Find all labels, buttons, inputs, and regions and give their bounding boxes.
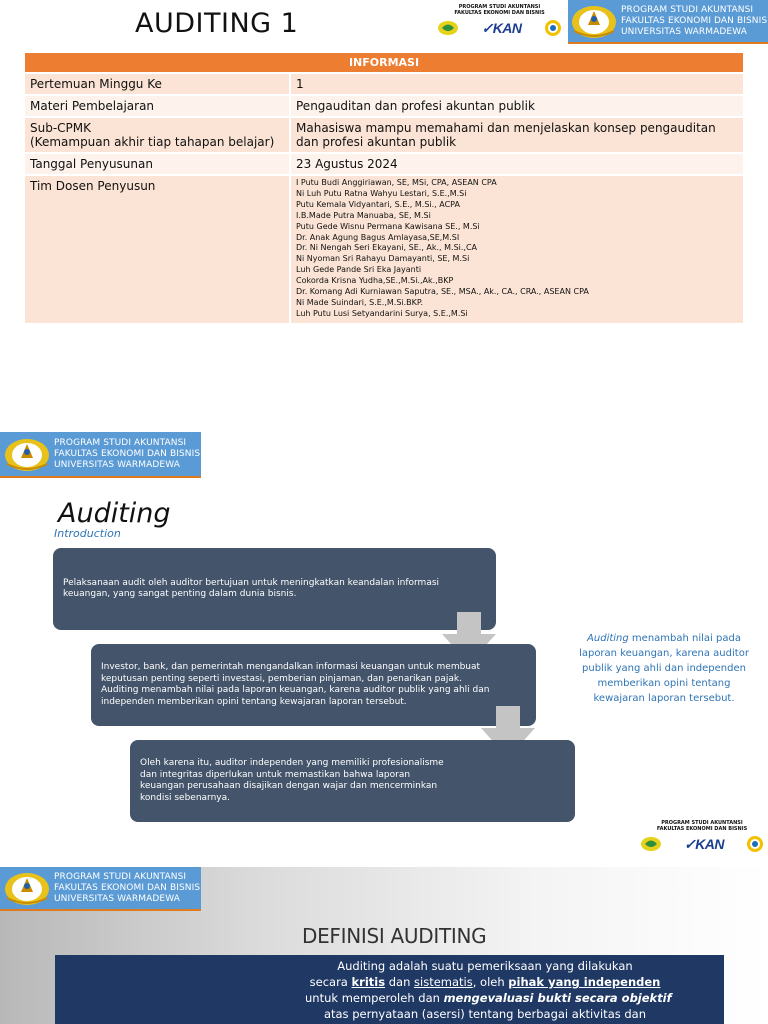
- dosen-name: Luh Putu Lusi Setyandarini Surya, S.E.,M.Si: [296, 308, 468, 318]
- accreditation-seal-icon: [544, 19, 562, 37]
- slide-introduction: [0, 432, 768, 868]
- side-note: [574, 631, 754, 706]
- badge-line-2: FAKULTAS EKONOMI DAN BISNIS: [54, 882, 201, 893]
- flow-step-1: [53, 548, 496, 630]
- definition-box: [55, 955, 724, 1024]
- def-line: Auditing adalah suatu pemeriksaan yang dilakukan: [337, 959, 633, 973]
- badge-line-1: PROGRAM STUDI AKUNTANSI: [621, 4, 754, 15]
- slide-subtitle: Introduction: [54, 527, 121, 540]
- row-label-main: Sub-CPMK: [30, 121, 92, 135]
- badge-line-2: FAKULTAS EKONOMI DAN BISNIS: [621, 15, 768, 26]
- definition-text: [305, 958, 672, 1022]
- badge-line-3: UNIVERSITAS WARMADEWA: [54, 893, 180, 904]
- accred-line-2: FAKULTAS EKONOMI DAN BISNIS: [656, 826, 748, 832]
- row-label-sub: (Kemampuan akhir tiap tahapan belajar): [30, 135, 275, 149]
- dosen-name: Dr. Komang Adi Kurniawan Saputra, SE., MSA., Ak., CA., CRA., ASEAN CPA: [296, 287, 589, 297]
- row-label: Tim Dosen Penyusun: [25, 175, 290, 323]
- university-seal-icon: [570, 1, 618, 41]
- def-emphasis: sistematis: [414, 975, 473, 989]
- table-row: [25, 153, 743, 175]
- def-emphasis: pihak yang independen: [508, 975, 661, 989]
- university-badge: [568, 0, 768, 44]
- row-value: Mahasiswa mampu memahami dan menjelaskan konsep pengauditan dan profesi akuntan publik: [290, 117, 743, 153]
- table-row: [25, 95, 743, 117]
- def-text: secara: [309, 975, 352, 989]
- university-badge: [0, 432, 201, 478]
- dosen-name: Ni Nyoman Sri Rahayu Damayanti, SE, M.Si: [296, 254, 470, 264]
- university-seal-icon: [2, 868, 52, 908]
- row-label: [25, 117, 290, 153]
- dosen-name: Dr. Ni Nengah Seri Ekayani, SE., Ak., M.Si.,CA: [296, 243, 478, 253]
- kan-logo: ✓KAN: [683, 835, 725, 852]
- university-seal-icon: [2, 434, 52, 474]
- row-label: Pertemuan Minggu Ke: [25, 73, 290, 95]
- def-emphasis: kritis: [351, 975, 386, 989]
- def-emphasis: mengevaluasi bukti secara objektif: [443, 991, 672, 1005]
- flow-step-3: [130, 740, 575, 822]
- side-note-italic: Auditing: [587, 633, 629, 644]
- table-row: [25, 117, 743, 153]
- dosen-list: [290, 175, 743, 323]
- side-note-text: menambah nilai pada laporan keuangan, karena auditor publik yang ahli dan independen memberikan opini tentang kewajaran laporan tersebut.: [579, 633, 749, 704]
- table-row: [25, 175, 743, 323]
- accreditation-seal-icon: [746, 835, 764, 853]
- info-table: [25, 53, 743, 323]
- accred-line-1: PROGRAM STUDI AKUNTANSI: [661, 820, 743, 826]
- row-label: Materi Pembelajaran: [25, 95, 290, 117]
- table-row: [25, 73, 743, 95]
- accreditation-logos: [437, 4, 562, 46]
- flow-step-2: [91, 644, 536, 726]
- row-value: 23 Agustus 2024: [290, 153, 743, 175]
- dosen-name: Ni Made Suindari, S.E.,M.Si.BKP.: [296, 297, 424, 307]
- badge-line-3: UNIVERSITAS WARMADEWA: [54, 459, 180, 470]
- lam-logo-icon: [437, 19, 459, 37]
- dosen-name: I.B.Made Putra Manuaba, SE, M.Si: [296, 210, 431, 220]
- slide-title: DEFINISI AUDITING: [302, 924, 487, 948]
- def-text: untuk memperoleh dan: [305, 991, 444, 1005]
- accred-line-2: FAKULTAS EKONOMI DAN BISNIS: [454, 10, 545, 16]
- def-line: atas pernyataan (asersi) tentang berbagai aktivitas dan: [323, 1007, 647, 1021]
- badge-line-1: PROGRAM STUDI AKUNTANSI: [54, 437, 187, 448]
- dosen-name: Cokorda Krisna Yudha,SE.,M.Si.,Ak.,BKP: [296, 276, 454, 286]
- accred-line-1: PROGRAM STUDI AKUNTANSI: [458, 4, 541, 10]
- info-table-header: INFORMASI: [25, 53, 743, 73]
- dosen-name: Ni Luh Putu Ratna Wahyu Lestari, S.E.,M.Si: [296, 188, 467, 198]
- badge-line-2: FAKULTAS EKONOMI DAN BISNIS: [54, 448, 201, 459]
- kan-logo: ✓KAN: [481, 19, 522, 36]
- row-value: 1: [290, 73, 743, 95]
- badge-line-1: PROGRAM STUDI AKUNTANSI: [54, 871, 187, 882]
- def-text: dan: [385, 975, 415, 989]
- dosen-name: Putu Gede Wisnu Permana Kawisana SE., M.Si: [296, 221, 480, 231]
- dosen-name: Dr. Anak Agung Bagus Amlayasa,SE,M.SI: [296, 232, 460, 242]
- dosen-name: I Putu Budi Anggiriawan, SE, MSi, CPA, ASEAN CPA: [296, 178, 497, 187]
- accreditation-logos: [640, 820, 764, 862]
- lam-logo-icon: [640, 835, 662, 853]
- dosen-name: Putu Kemala Vidyantari, S.E., M.Si., ACPA: [296, 199, 460, 209]
- flow-step-text: Investor, bank, dan pemerintah mengandalkan informasi keuangan untuk membuat keputusan penting seperti investasi, pemberian pinjaman, dan penarikan pajak. Auditing menambah nilai pada laporan keuangan, karena auditor publik yang ahli dan independen memberikan opini tentang kewajaran laporan tersebut.: [101, 662, 490, 707]
- row-value: Pengauditan dan profesi akuntan publik: [290, 95, 743, 117]
- flow-step-text: Pelaksanaan audit oleh auditor bertujuan untuk meningkatkan keandalan informasi keuangan, yang sangat penting dalam dunia bisnis.: [63, 577, 440, 599]
- dosen-name: Luh Gede Pande Sri Eka Jayanti: [296, 265, 422, 275]
- badge-line-3: UNIVERSITAS WARMADEWA: [621, 26, 747, 37]
- def-text: , oleh: [472, 975, 509, 989]
- university-badge: [0, 867, 201, 911]
- slide-title: Auditing: [58, 498, 171, 529]
- slide-info: [0, 0, 768, 372]
- row-label: Tanggal Penyusunan: [25, 153, 290, 175]
- slide-title: AUDITING 1: [135, 8, 299, 39]
- slide-definisi: [0, 867, 768, 1024]
- flow-step-text: Oleh karena itu, auditor independen yang memiliki profesionalisme dan integritas diperlukan untuk memastikan bahwa laporan keuangan perusahaan disajikan dengan wajar dan mencerminkan kondisi sebenarnya.: [140, 758, 444, 803]
